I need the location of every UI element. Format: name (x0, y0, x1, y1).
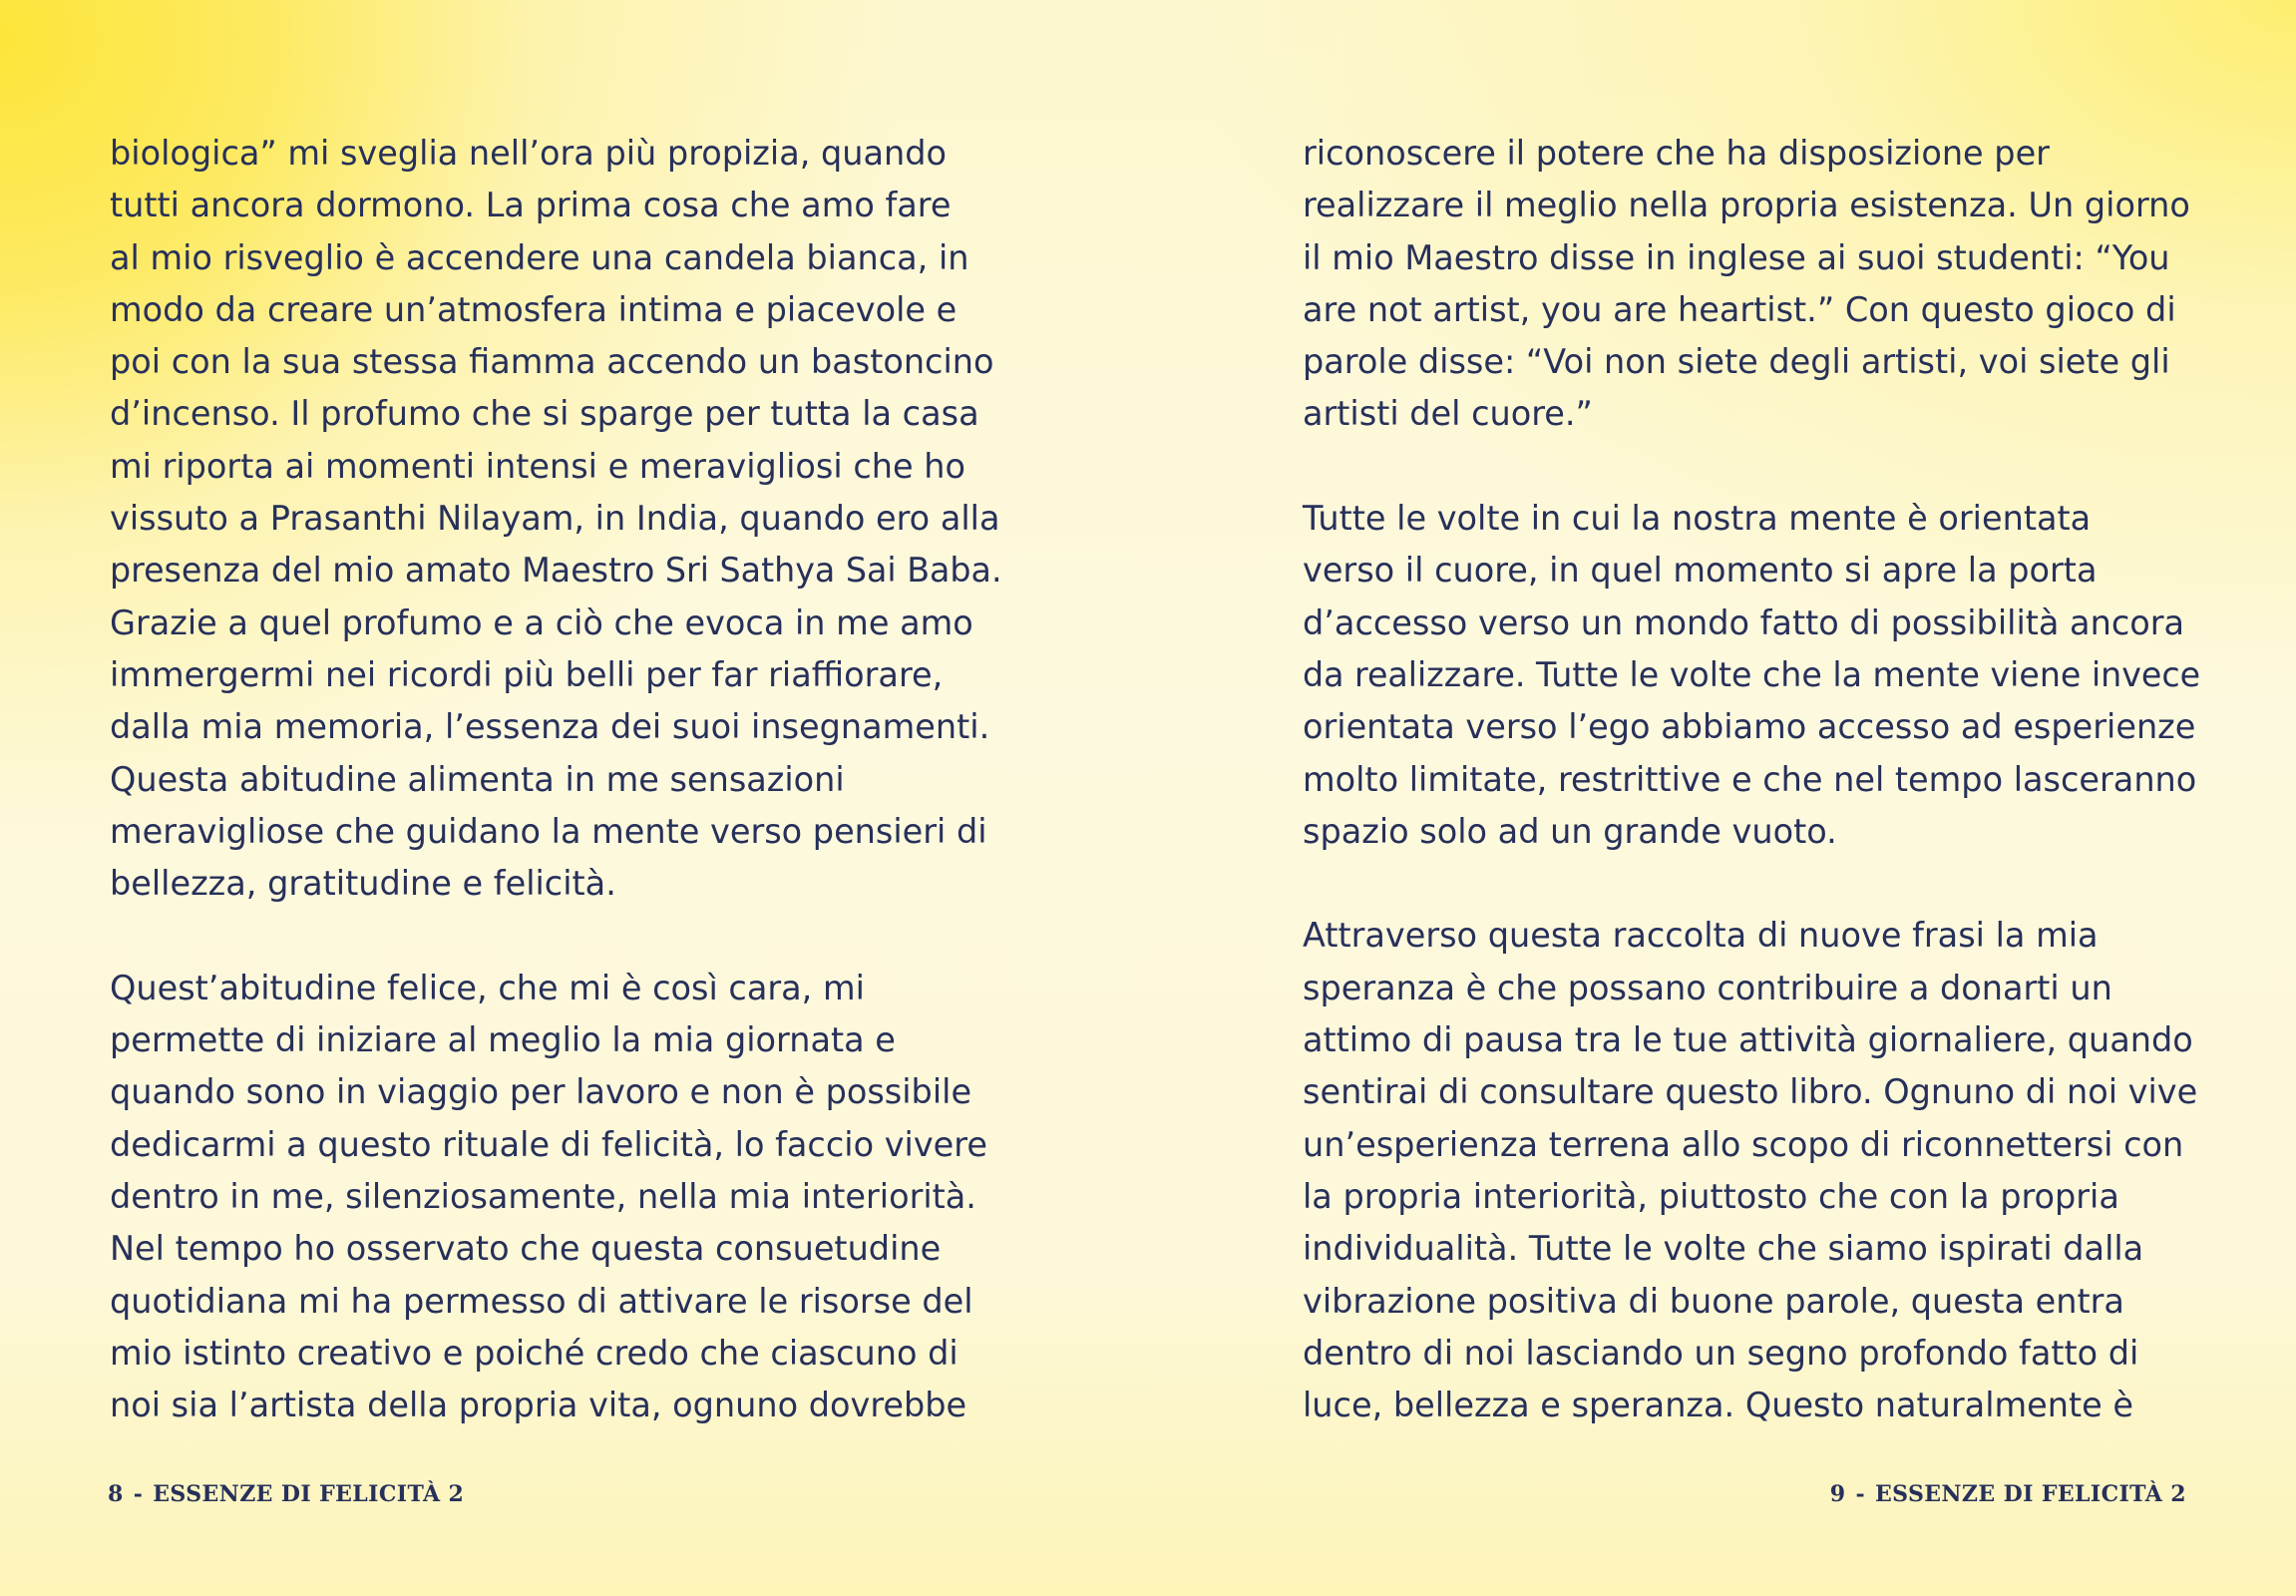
text-line: la propria interiorità, piuttosto che con la propria (1303, 1176, 2119, 1216)
text-line: Tutte le volte in cui la nostra mente è orientata (1303, 499, 2092, 539)
text-line: d’incenso. Il profumo che si sparge per tutta la casa (110, 394, 979, 434)
text-line: immergermi nei ricordi più belli per far riaffiorare, (110, 654, 944, 694)
paragraph (1303, 493, 2200, 858)
paragraph (110, 963, 1002, 1432)
text-line: parole disse: “Voi non siete degli artisti, voi siete gli (1303, 342, 2170, 382)
text-line: dalla mia memoria, l’essenza dei suoi insegnamenti. (110, 707, 990, 747)
text-line: un’esperienza terrena allo scopo di riconnettersi con (1303, 1124, 2184, 1164)
text-line: orientata verso l’ego abbiamo accesso ad esperienze (1303, 707, 2196, 747)
text-line: mio istinto creativo e poiché credo che ciascuno di (110, 1333, 958, 1373)
text-line: permette di iniziare al meglio la mia giornata e (110, 1020, 896, 1060)
text-line: dedicarmi a questo rituale di felicità, lo faccio vivere (110, 1124, 987, 1164)
paragraph (110, 128, 1002, 910)
text-line: molto limitate, restrittive e che nel tempo lasceranno (1303, 759, 2197, 799)
page-number: 8 (108, 1481, 124, 1507)
text-line: Quest’abitudine felice, che mi è così cara, mi (110, 968, 865, 1007)
text-line: mi riporta ai momenti intensi e meravigliosi che ho (110, 446, 965, 486)
footer-separator: - (1855, 1481, 1865, 1507)
text-line: quando sono in viaggio per lavoro e non è possibile (110, 1072, 972, 1112)
text-line: Grazie a quel profumo e a ciò che evoca in me amo (110, 602, 973, 642)
text-line: realizzare il meglio nella propria esistenza. Un giorno (1303, 186, 2190, 225)
text-line: verso il cuore, in quel momento si apre la porta (1303, 551, 2098, 591)
text-line: meravigliose che guidano la mente verso pensieri di (110, 811, 987, 851)
text-line: individualità. Tutte le volte che siamo ispirati dalla (1303, 1229, 2144, 1269)
text-line: are not artist, you are heartist.” Con questo gioco di (1303, 289, 2176, 329)
text-line: attimo di pausa tra le tue attività giornaliere, quando (1303, 1020, 2193, 1060)
text-line: da realizzare. Tutte le volte che la mente viene invece (1303, 654, 2201, 694)
text-line: presenza del mio amato Maestro Sri Sathya Sai Baba. (110, 551, 1002, 591)
right-page-footer (1830, 1481, 2186, 1507)
footer-separator: - (133, 1481, 144, 1507)
left-page-body (110, 128, 1002, 1484)
text-line: luce, bellezza e speranza. Questo naturalmente è (1303, 1386, 2134, 1425)
text-line: riconoscere il potere che ha disposizione per (1303, 134, 2050, 173)
page-number: 9 (1829, 1481, 1846, 1507)
text-line: biologica” mi sveglia nell’ora più propizia, quando (110, 134, 948, 173)
left-page-footer (108, 1481, 464, 1507)
text-line: il mio Maestro disse in inglese ai suoi studenti: “You (1303, 237, 2170, 277)
right-page-body (1303, 128, 2200, 1484)
text-line: quotidiana mi ha permesso di attivare le risorse del (110, 1281, 973, 1321)
paragraph (1303, 128, 2200, 441)
text-line: artisti del cuore.” (1303, 394, 1593, 434)
book-title: ESSENZE DI FELICITÀ 2 (1874, 1481, 2186, 1507)
text-line: bellezza, gratitudine e felicità. (110, 864, 616, 904)
text-line: dentro in me, silenziosamente, nella mia interiorità. (110, 1176, 976, 1216)
text-line: spazio solo ad un grande vuoto. (1303, 811, 1837, 851)
text-line: dentro di noi lasciando un segno profondo fatto di (1303, 1333, 2139, 1373)
book-title: ESSENZE DI FELICITÀ 2 (153, 1481, 465, 1507)
text-line: poi con la sua stessa fiamma accendo un bastoncino (110, 342, 994, 382)
text-line: tutti ancora dormono. La prima cosa che amo fare (110, 186, 952, 225)
text-line: al mio risveglio è accendere una candela bianca, in (110, 237, 969, 277)
text-line: Questa abitudine alimenta in me sensazioni (110, 759, 845, 799)
paragraph (1303, 910, 2200, 1431)
text-line: Nel tempo ho osservato che questa consuetudine (110, 1229, 942, 1269)
text-line: modo da creare un’atmosfera intima e piacevole e (110, 289, 957, 329)
text-line: noi sia l’artista della propria vita, ognuno dovrebbe (110, 1386, 967, 1425)
text-line: d’accesso verso un mondo fatto di possibilità ancora (1303, 602, 2185, 642)
text-line: sentirai di consultare questo libro. Ognuno di noi vive (1303, 1072, 2198, 1112)
text-line: speranza è che possano contribuire a donarti un (1303, 968, 2112, 1007)
text-line: vissuto a Prasanthi Nilayam, in India, quando ero alla (110, 499, 1000, 539)
text-line: Attraverso questa raccolta di nuove frasi la mia (1303, 916, 2099, 956)
text-line: vibrazione positiva di buone parole, questa entra (1303, 1281, 2124, 1321)
